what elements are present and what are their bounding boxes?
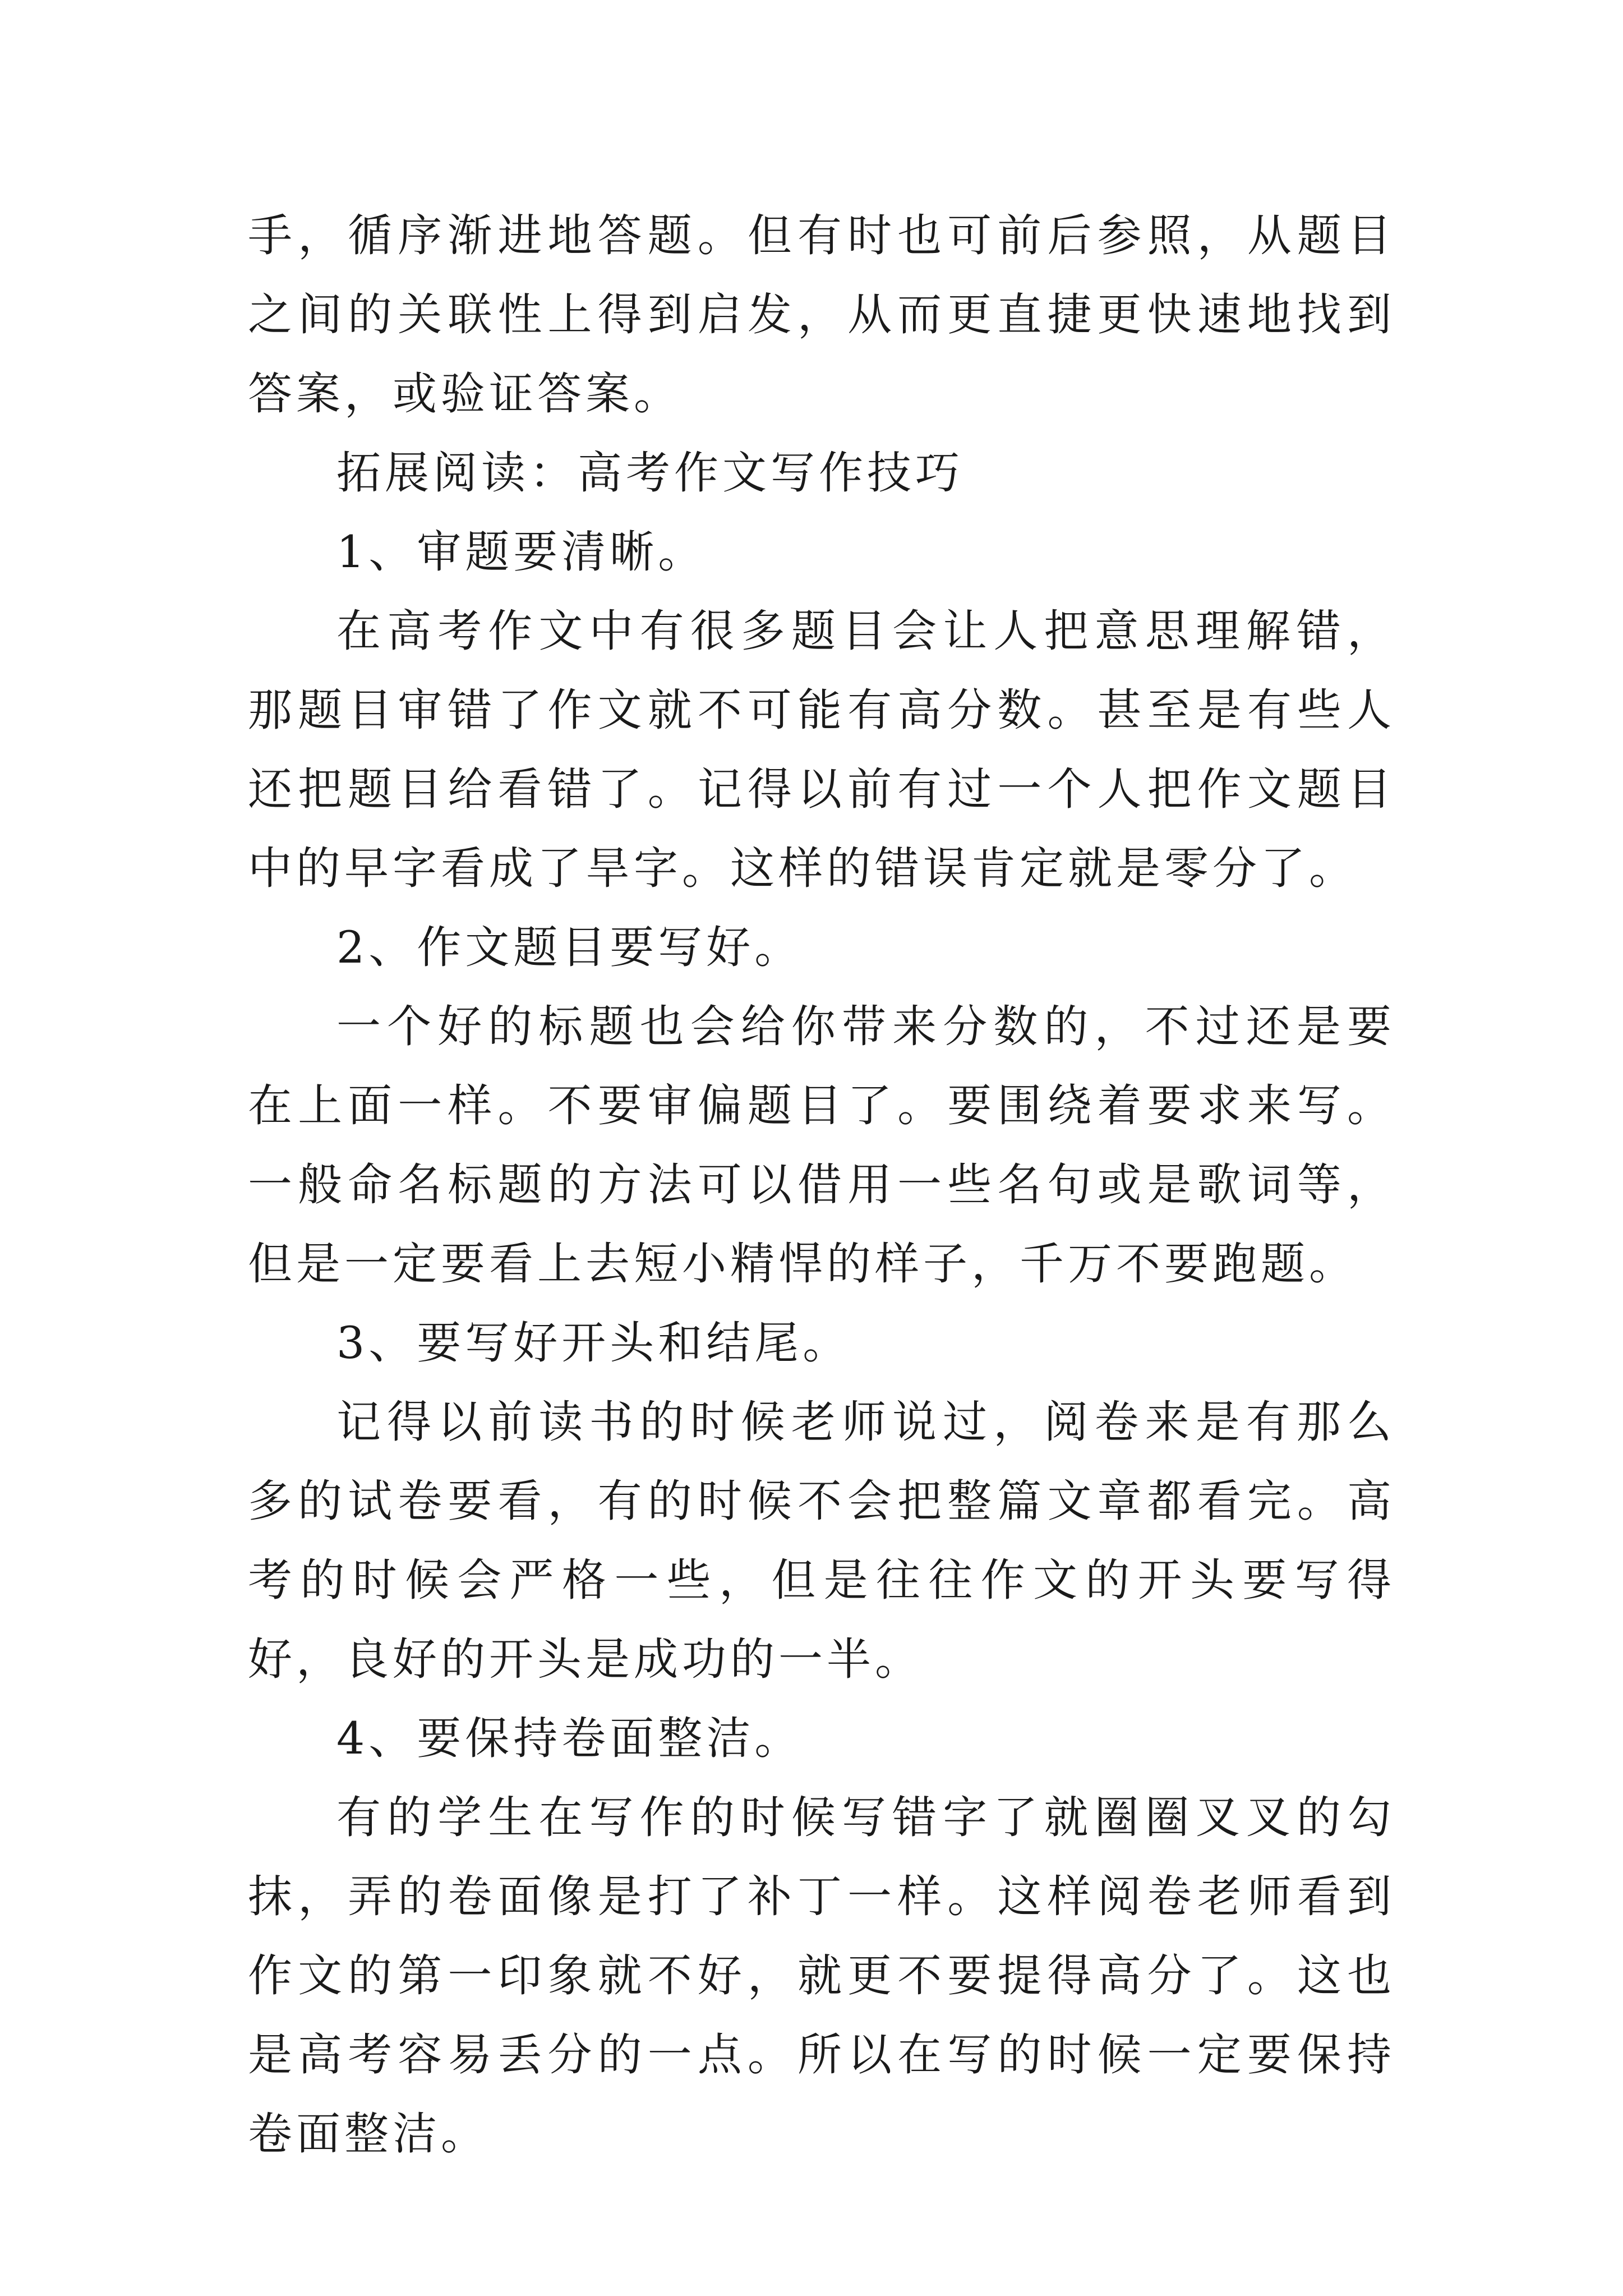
tip-body-2: 一个好的标题也会给你带来分数的，不过还是要在上面一样。不要审偏题目了。要围绕着要求来写。一般命名标题的方法可以借用一些名句或是歌词等，但是一定要看上去短小精悍的样子，千万不要跑题。	[248, 1001, 1395, 1290]
tip-heading-2: 2、作文题目要写好。	[336, 922, 803, 973]
tip-heading-4: 4、要保持卷面整洁。	[336, 1713, 803, 1764]
document-body	[248, 196, 1395, 2174]
section-heading-extended-reading: 拓展阅读：高考作文写作技巧	[336, 447, 963, 499]
tip-body-3: 记得以前读书的时候老师说过，阅卷来是有那么多的试卷要看，有的时候不会把整篇文章都看完。高考的时候会严格一些，但是往往作文的开头要写得好，良好的开头是成功的一半。	[248, 1396, 1395, 1685]
tip-body-1: 在高考作文中有很多题目会让人把意思理解错，那题目审错了作文就不可能有高分数。甚至是有些人还把题目给看错了。记得以前有过一个人把作文题目中的早字看成了旱字。这样的错误肯定就是零分了。	[248, 605, 1395, 894]
tip-body-4: 有的学生在写作的时候写错字了就圈圈叉叉的勾抹，弄的卷面像是打了补丁一样。这样阅卷老师看到作文的第一印象就不好，就更不要提得高分了。这也是高考容易丢分的一点。所以在写的时候一定要保持卷面整洁。	[248, 1792, 1395, 2160]
paragraph-continued: 手，循序渐进地答题。但有时也可前后参照，从题目之间的关联性上得到启发，从而更直捷更快速地找到答案，或验证答案。	[248, 210, 1395, 420]
tip-heading-3: 3、要写好开头和结尾。	[336, 1317, 851, 1369]
tip-heading-1: 1、审题要清晰。	[336, 526, 707, 578]
